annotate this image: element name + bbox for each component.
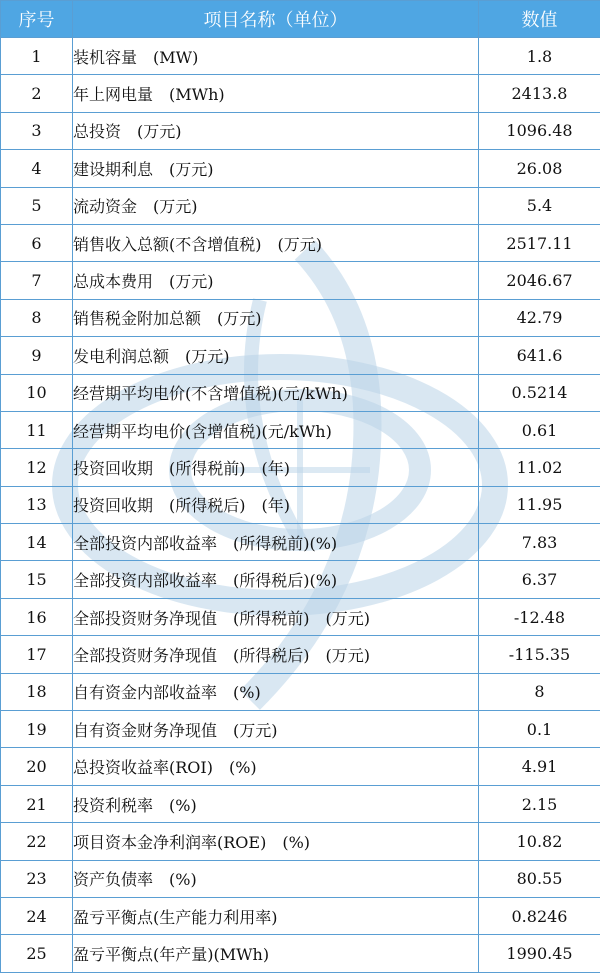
table-body [1, 38, 600, 973]
row-index: 2 [1, 75, 73, 112]
row-item-name: 投资回收期 (所得税后) (年) [73, 486, 479, 523]
row-item-name: 流动资金 (万元) [73, 187, 479, 224]
row-value: 26.08 [479, 150, 600, 187]
row-item-name: 销售收入总额(不含增值税) (万元) [73, 224, 479, 261]
table-row [1, 449, 600, 486]
row-index: 1 [1, 38, 73, 75]
row-value: 11.02 [479, 449, 600, 486]
row-value: 0.8246 [479, 897, 600, 934]
table-row [1, 598, 600, 635]
row-index: 11 [1, 411, 73, 448]
table-row [1, 299, 600, 336]
row-value: 641.6 [479, 337, 600, 374]
row-value: 2.15 [479, 785, 600, 822]
row-item-name: 建设期利息 (万元) [73, 150, 479, 187]
row-index: 14 [1, 524, 73, 561]
row-index: 21 [1, 785, 73, 822]
header-index: 序号 [1, 1, 73, 38]
row-value: 10.82 [479, 823, 600, 860]
row-item-name: 发电利润总额 (万元) [73, 337, 479, 374]
row-value: 0.61 [479, 411, 600, 448]
row-value: 2517.11 [479, 224, 600, 261]
row-value: 1096.48 [479, 112, 600, 149]
row-value: -115.35 [479, 636, 600, 673]
row-value: 1.8 [479, 38, 600, 75]
row-item-name: 全部投资财务净现值 (所得税前) (万元) [73, 598, 479, 635]
row-value: 2046.67 [479, 262, 600, 299]
row-index: 6 [1, 224, 73, 261]
row-value: -12.48 [479, 598, 600, 635]
row-item-name: 经营期平均电价(含增值税)(元/kWh) [73, 411, 479, 448]
row-item-name: 投资利税率 (%) [73, 785, 479, 822]
row-value: 2413.8 [479, 75, 600, 112]
table-row [1, 38, 600, 75]
row-index: 23 [1, 860, 73, 897]
row-item-name: 盈亏平衡点(生产能力利用率) [73, 897, 479, 934]
table-row [1, 860, 600, 897]
table-header-row [1, 1, 600, 38]
row-index: 19 [1, 711, 73, 748]
table-row [1, 411, 600, 448]
table-row [1, 711, 600, 748]
row-value: 0.5214 [479, 374, 600, 411]
row-index: 8 [1, 299, 73, 336]
row-value: 0.1 [479, 711, 600, 748]
header-item-name: 项目名称（单位） [73, 1, 479, 38]
row-index: 20 [1, 748, 73, 785]
row-index: 12 [1, 449, 73, 486]
row-item-name: 投资回收期 (所得税前) (年) [73, 449, 479, 486]
row-item-name: 自有资金财务净现值 (万元) [73, 711, 479, 748]
row-index: 24 [1, 897, 73, 934]
header-value: 数值 [479, 1, 600, 38]
row-value: 8 [479, 673, 600, 710]
row-item-name: 经营期平均电价(不含增值税)(元/kWh) [73, 374, 479, 411]
table-row [1, 486, 600, 523]
table-row [1, 187, 600, 224]
table-row [1, 150, 600, 187]
row-index: 10 [1, 374, 73, 411]
table-row [1, 636, 600, 673]
row-index: 7 [1, 262, 73, 299]
row-value: 7.83 [479, 524, 600, 561]
row-index: 4 [1, 150, 73, 187]
row-item-name: 全部投资内部收益率 (所得税后)(%) [73, 561, 479, 598]
row-index: 22 [1, 823, 73, 860]
row-value: 80.55 [479, 860, 600, 897]
row-index: 15 [1, 561, 73, 598]
row-value: 4.91 [479, 748, 600, 785]
row-index: 5 [1, 187, 73, 224]
table-row [1, 224, 600, 261]
row-item-name: 销售税金附加总额 (万元) [73, 299, 479, 336]
row-index: 9 [1, 337, 73, 374]
table-row [1, 785, 600, 822]
row-index: 3 [1, 112, 73, 149]
table-row [1, 337, 600, 374]
row-item-name: 项目资本金净利润率(ROE) (%) [73, 823, 479, 860]
row-index: 13 [1, 486, 73, 523]
table-row [1, 748, 600, 785]
row-item-name: 总投资收益率(ROI) (%) [73, 748, 479, 785]
table-row [1, 524, 600, 561]
row-item-name: 自有资金内部收益率 (%) [73, 673, 479, 710]
table-row [1, 935, 600, 972]
row-value: 1990.45 [479, 935, 600, 972]
row-value: 11.95 [479, 486, 600, 523]
row-index: 16 [1, 598, 73, 635]
row-value: 5.4 [479, 187, 600, 224]
table-row [1, 673, 600, 710]
table-row [1, 374, 600, 411]
row-item-name: 盈亏平衡点(年产量)(MWh) [73, 935, 479, 972]
table-row [1, 75, 600, 112]
row-item-name: 全部投资财务净现值 (所得税后) (万元) [73, 636, 479, 673]
row-value: 6.37 [479, 561, 600, 598]
table-row [1, 897, 600, 934]
row-value: 42.79 [479, 299, 600, 336]
row-item-name: 年上网电量 (MWh) [73, 75, 479, 112]
table-row [1, 823, 600, 860]
row-index: 25 [1, 935, 73, 972]
row-item-name: 全部投资内部收益率 (所得税前)(%) [73, 524, 479, 561]
row-item-name: 资产负债率 (%) [73, 860, 479, 897]
row-item-name: 总成本费用 (万元) [73, 262, 479, 299]
row-index: 18 [1, 673, 73, 710]
table-row [1, 262, 600, 299]
row-item-name: 装机容量 (MW) [73, 38, 479, 75]
row-index: 17 [1, 636, 73, 673]
table-row [1, 112, 600, 149]
row-item-name: 总投资 (万元) [73, 112, 479, 149]
table-row [1, 561, 600, 598]
